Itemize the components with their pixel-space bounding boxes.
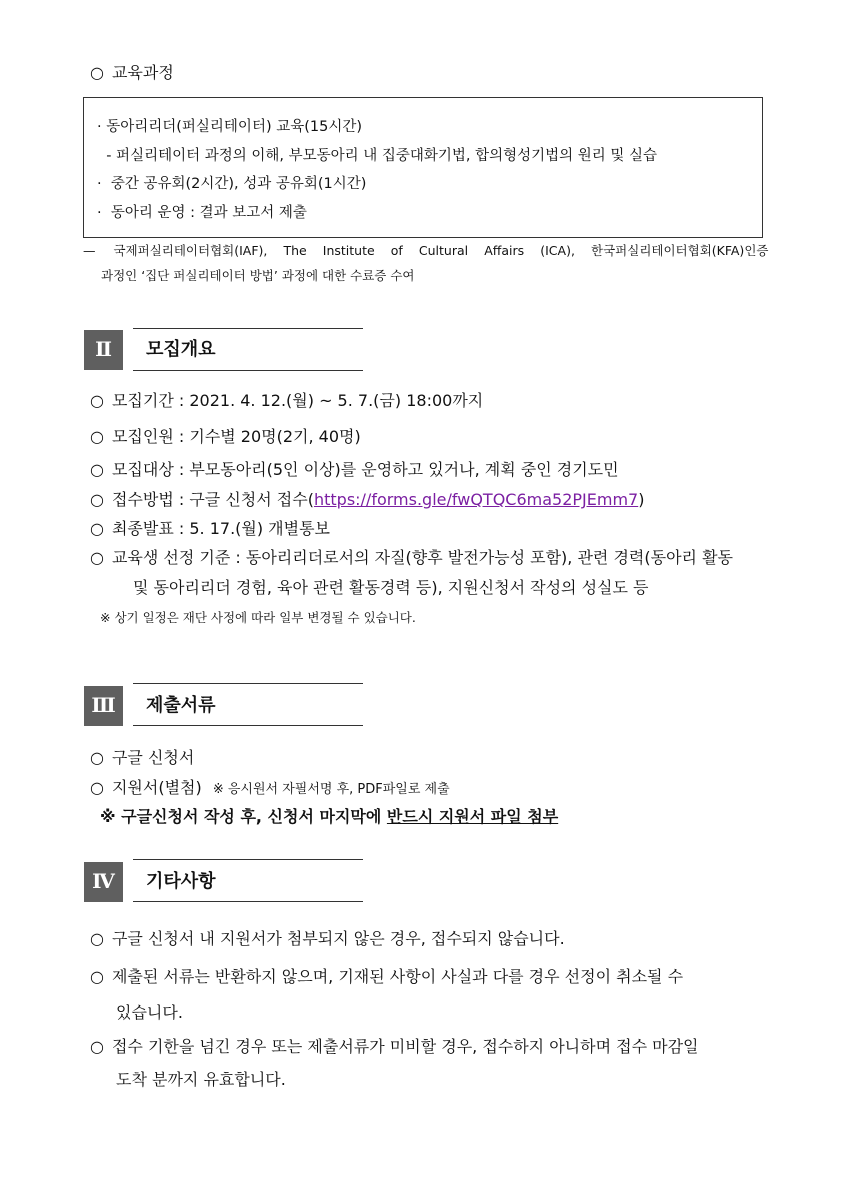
recruit-criteria-line-1 [90, 547, 733, 569]
schedule-change-note: ※ 상기 일정은 재단 사정에 따라 일부 변경될 수 있습니다. [100, 610, 416, 625]
recruit-announce-text: 최종발표 : 5. 17.(월) 개별통보 [111, 519, 331, 538]
recruit-method [90, 489, 644, 511]
bullet-icon: ○ [90, 427, 104, 446]
recruit-target [90, 459, 619, 481]
document-item-2 [90, 777, 450, 801]
curriculum-line-3: · 중간 공유회(2시간), 성과 공유회(1시간) [97, 176, 367, 192]
section-number-2: Ⅱ [84, 330, 123, 370]
other-item-3-text-1: 접수 기한을 넘긴 경우 또는 제출서류가 미비할 경우, 접수하지 아니하며 접수 마감일 [111, 1037, 699, 1056]
section-divider [133, 725, 363, 726]
recruit-criteria-text-1: 교육생 선정 기준 : 동아리리더로서의 자질(향후 발전가능성 포함), 관련 경력(동아리 활동 [111, 548, 733, 567]
other-item-2-line-1 [90, 966, 683, 988]
document-item-2-note: ※ 응시원서 자필서명 후, PDF파일로 제출 [212, 782, 450, 797]
section-title-4: 기타사항 [146, 871, 216, 892]
recruit-criteria-line-2: 및 동아리리더 경험, 육아 관련 활동경력 등), 지원신청서 작성의 성실도 등 [133, 578, 649, 597]
section-divider [133, 370, 363, 371]
section-number-3: Ⅲ [84, 686, 123, 726]
recruit-announce [90, 518, 330, 540]
recruit-count [90, 426, 361, 448]
bullet-icon: ○ [90, 967, 104, 986]
bullet-icon: ○ [90, 748, 104, 767]
section-number-4: Ⅳ [84, 862, 123, 902]
certificate-note-line-2: 과정인 ‘집단 퍼실리테이터 방법’ 과정에 대한 수료증 수여 [101, 268, 415, 283]
recruit-target-text: 모집대상 : 부모동아리(5인 이상)를 운영하고 있거나, 계획 중인 경기도민 [111, 460, 619, 479]
document-item-1-text: 구글 신청서 [111, 748, 195, 767]
recruit-method-suffix: ) [638, 490, 645, 509]
recruit-method-text: 접수방법 : 구글 신청서 접수( [111, 490, 314, 509]
application-form-link[interactable]: https://forms.gle/fwQTQC6ma52PJEmm7 [313, 490, 639, 509]
bullet-icon: ○ [90, 63, 104, 82]
other-item-3-line-2: 도착 분까지 유효합니다. [116, 1070, 286, 1089]
bullet-icon: ○ [90, 1037, 104, 1056]
bullet-icon: ○ [90, 548, 104, 567]
curriculum-heading [90, 62, 174, 84]
other-item-3-line-1 [90, 1036, 699, 1058]
attachment-notice-emphasis: 반드시 지원서 파일 첨부 [386, 807, 559, 826]
other-item-2-text-1: 제출된 서류는 반환하지 않으며, 기재된 사항이 사실과 다를 경우 선정이 취소될 수 [111, 967, 684, 986]
section-divider [133, 328, 363, 329]
certificate-note-line-1 [83, 241, 768, 261]
bullet-icon: ○ [90, 519, 104, 538]
other-item-2-line-2: 있습니다. [116, 1003, 183, 1022]
other-item-1 [90, 928, 565, 950]
curriculum-line-1: · 동아리리더(퍼실리테이터) 교육(15시간) [97, 119, 363, 135]
bullet-icon: ○ [90, 929, 104, 948]
section-divider [133, 901, 363, 902]
attachment-notice [100, 806, 558, 828]
dash-icon: — [83, 243, 96, 258]
recruit-count-text: 모집인원 : 기수별 20명(2기, 40명) [111, 427, 361, 446]
document-item-1 [90, 747, 194, 769]
bullet-icon: ○ [90, 460, 104, 479]
section-title-3: 제출서류 [146, 695, 216, 716]
bullet-icon: ○ [90, 778, 104, 797]
attachment-notice-text: ※ 구글신청서 작성 후, 신청서 마지막에 [100, 807, 387, 826]
other-item-1-text: 구글 신청서 내 지원서가 첨부되지 않은 경우, 접수되지 않습니다. [111, 929, 565, 948]
bullet-icon: ○ [90, 490, 104, 509]
recruit-period [90, 390, 483, 412]
curriculum-line-2: - 퍼실리테이터 과정의 이해, 부모동아리 내 집중대화기법, 합의형성기법의 원리 및 실습 [97, 148, 658, 164]
curriculum-heading-text: 교육과정 [111, 63, 174, 82]
recruit-period-text: 모집기간 : 2021. 4. 12.(월) ~ 5. 7.(금) 18:00까지 [111, 391, 484, 410]
curriculum-line-4: · 동아리 운영 : 결과 보고서 제출 [97, 205, 307, 221]
section-divider [133, 859, 363, 860]
section-title-2: 모집개요 [146, 339, 216, 360]
bullet-icon: ○ [90, 391, 104, 410]
section-divider [133, 683, 363, 684]
document-item-2-text: 지원서(별첨) [111, 778, 202, 797]
certificate-note-text-1: 국제퍼실리테이터협회(IAF), The Institute of Cultural Affairs (ICA), 한국퍼실리테이터협회(KFA)인증 [113, 243, 769, 258]
